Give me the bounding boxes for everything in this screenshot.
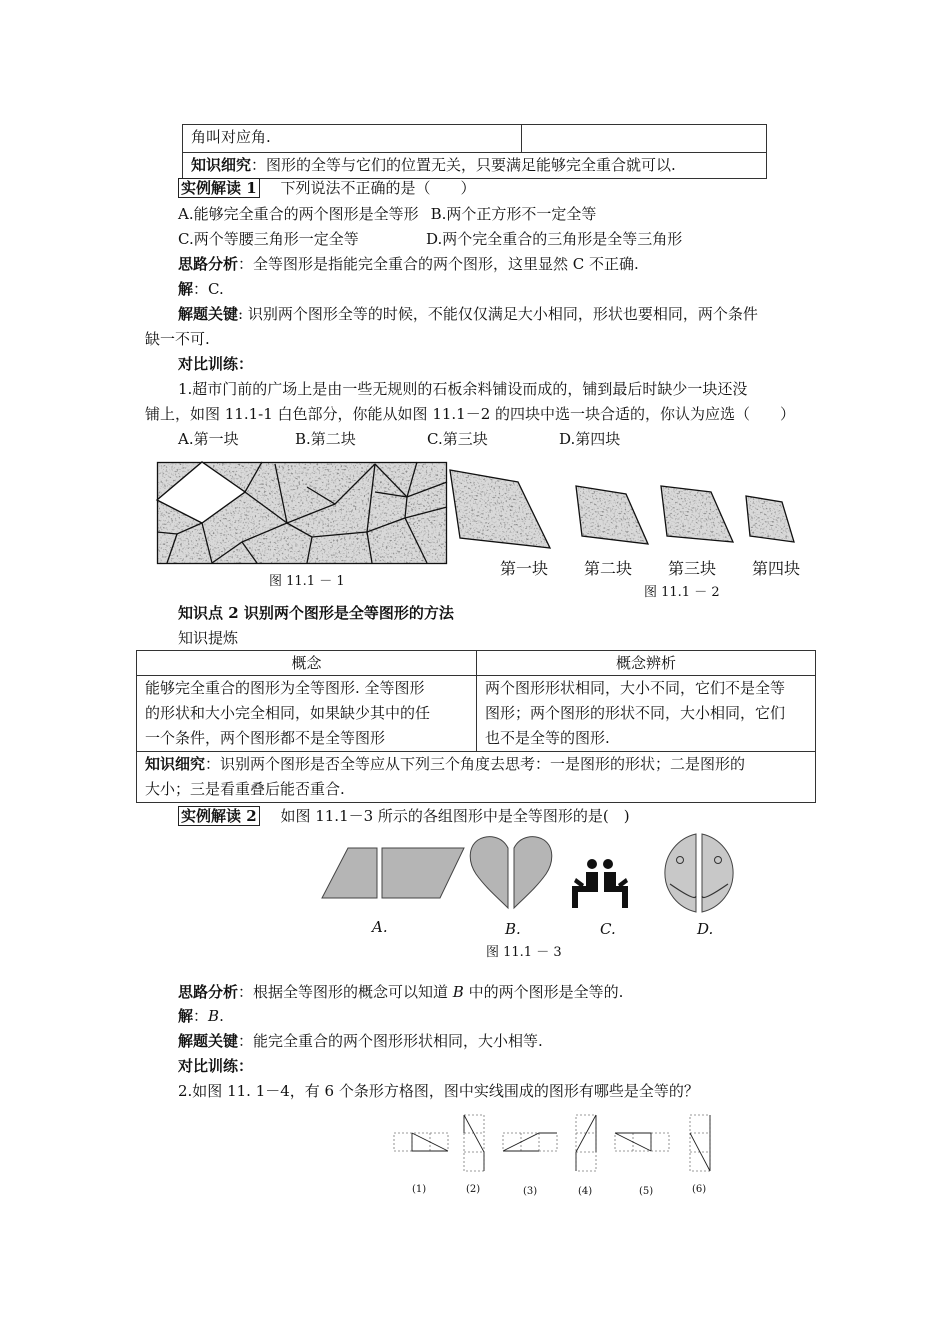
note-text: ：图形的全等与它们的位置无关，只要满足能够完全重合就可以.: [251, 156, 676, 174]
paving-figure: [157, 462, 447, 564]
shape-a: [320, 846, 466, 900]
piece-label-2: 第二块: [584, 559, 633, 578]
key-label: 解题关键: [178, 305, 239, 323]
example1-header: [178, 177, 475, 199]
analysis-label: 思路分析: [178, 255, 239, 273]
option-row-ab: [178, 203, 596, 225]
analysis-cell: [477, 676, 816, 752]
analysis-text: ：全等图形是指能完全重合的两个图形，这里显然 C 不正确.: [238, 255, 639, 273]
grid-2: [463, 1114, 485, 1172]
analysis2-pre: ：根据全等图形的概念可以知道: [238, 983, 453, 1001]
knowledge2-note: [137, 752, 816, 803]
analysis-1: [178, 253, 639, 275]
q1-option-c: C.第三块: [427, 430, 488, 448]
concept-header: 概念: [137, 651, 477, 676]
shape-b-heart: [468, 834, 554, 910]
piece-2: [574, 484, 650, 546]
q1-line1: 1.超市门前的广场上是由一些无规则的石板余料铺设而成的，铺到最后时缺少一块还没: [178, 380, 748, 398]
practice-label-2: 对比训练：: [178, 1057, 254, 1075]
option-a: A.能够完全重合的两个图形是全等形: [178, 205, 419, 223]
solution2-pre: ：: [193, 1007, 209, 1025]
practice-label-1: 对比训练：: [178, 355, 254, 373]
option-d: D.两个完全重合的三角形是全等三角形: [426, 230, 683, 248]
concept-cell: [137, 676, 477, 752]
key-2: [178, 1030, 543, 1052]
piece-1: [448, 468, 552, 550]
grid-label-1: (1): [412, 1184, 427, 1195]
solution-label: 解: [178, 280, 194, 298]
key2-text: ：能完全重合的两个图形形状相同，大小相等.: [238, 1032, 543, 1050]
analysis2-post: 中的两个图形是全等的.: [463, 983, 624, 1001]
concept-line: 一个条件，两个图形都不是全等图形: [145, 729, 386, 747]
solution2-label: 解: [178, 1007, 194, 1025]
note2-line1: ：识别两个图形是否全等应从下列三个角度去思考：一是图形的形状；二是图形的: [205, 755, 746, 773]
top-table-cell-empty: [522, 125, 767, 153]
knowledge2-subtitle: 知识提炼: [178, 629, 239, 647]
top-table: [182, 124, 767, 179]
grid-label-3: (3): [523, 1186, 538, 1197]
concept-line: 的形状和大小完全相同，如果缺少其中的任: [145, 704, 431, 722]
example1-question: 下列说法不正确的是（ ）: [280, 179, 476, 197]
key-1: [178, 303, 758, 325]
q1-option-b: B.第二块: [295, 430, 356, 448]
grid-6: [689, 1114, 711, 1172]
example2-header: [178, 805, 630, 827]
piece-3: [659, 484, 735, 546]
q1-options: [178, 428, 621, 450]
grid-1: [393, 1132, 449, 1152]
option-c: C.两个等腰三角形一定全等: [178, 230, 359, 248]
piece-label-1: 第一块: [500, 559, 549, 578]
fig-11-1-2-caption: 图 11.1 － 2: [644, 585, 720, 600]
note2-label: 知识细究: [145, 755, 206, 773]
grid-label-6: (6): [692, 1184, 707, 1195]
example2-question: 如图 11.1－3 所示的各组图形中是全等图形的是( ): [280, 807, 630, 825]
shape-label-a: A.: [372, 918, 388, 936]
piece-4: [744, 494, 796, 544]
q1-line2: 铺上，如图 11.1-1 白色部分，你能从如图 11.1－2 的四块中选一块合适的，你认为应选（ ）: [145, 405, 796, 423]
shape-label-c: C.: [600, 920, 616, 938]
grid-3: [502, 1132, 558, 1152]
option-row-cd: [178, 228, 683, 250]
shape-label-d: D.: [697, 920, 714, 938]
key-text: : 识别两个图形全等的时候，不能仅仅满足大小相同，形状也要相同，两个条件: [238, 305, 758, 323]
grid-label-2: (2): [466, 1184, 481, 1195]
solution2-post: .: [219, 1007, 224, 1025]
note2-line2: 大小；三是看重叠后能否重合.: [145, 780, 345, 798]
grid-label-4: (4): [578, 1186, 593, 1197]
analysis-2: [178, 981, 623, 1003]
top-table-note: [183, 153, 767, 179]
top-table-cell: 角叫对应角.: [183, 125, 522, 153]
note-label: 知识细究: [191, 156, 252, 174]
analysis2-label: 思路分析: [178, 983, 239, 1001]
grid-5: [614, 1132, 670, 1152]
shape-c-seated-figures: [568, 856, 634, 912]
concept-line: 能够完全重合的图形为全等图形. 全等图形: [145, 679, 425, 697]
solution-text: ：C.: [193, 280, 224, 298]
analysis-line: 两个图形形状相同，大小不同，它们不是全等: [485, 679, 786, 697]
shape-label-b: B.: [505, 920, 521, 938]
example1-tag: 实例解读 1: [178, 178, 260, 198]
option-b: B.两个正方形不一定全等: [430, 205, 597, 223]
piece-label-3: 第三块: [668, 559, 717, 578]
shape-d-smiley: [652, 832, 746, 914]
solution-2: [178, 1005, 224, 1027]
grid-4: [575, 1114, 597, 1172]
solution2-var: B: [208, 1007, 220, 1025]
key-1-cont: 缺一不可.: [145, 330, 210, 348]
q2-text: 2.如图 11. 1－4，有 6 个条形方格图，图中实线围成的图形有哪些是全等的？: [178, 1082, 699, 1100]
solution-1: [178, 278, 224, 300]
concept-table: [136, 650, 816, 803]
analysis-header: 概念辨析: [477, 651, 816, 676]
grid-label-5: (5): [639, 1186, 654, 1197]
fig-11-1-1-caption: 图 11.1 － 1: [269, 574, 345, 589]
analysis-line: 也不是全等的图形.: [485, 729, 610, 747]
knowledge2-title: 知识点 2 识别两个图形是全等图形的方法: [178, 604, 454, 622]
analysis2-var: B: [452, 983, 464, 1001]
analysis-line: 图形；两个图形的形状不同，大小相同，它们: [485, 704, 786, 722]
piece-label-4: 第四块: [752, 559, 801, 578]
example2-tag: 实例解读 2: [178, 806, 260, 826]
q1-option-a: A.第一块: [178, 430, 239, 448]
fig-11-1-3-caption: 图 11.1 － 3: [486, 945, 562, 960]
key2-label: 解题关键: [178, 1032, 239, 1050]
q1-option-d: D.第四块: [559, 430, 621, 448]
